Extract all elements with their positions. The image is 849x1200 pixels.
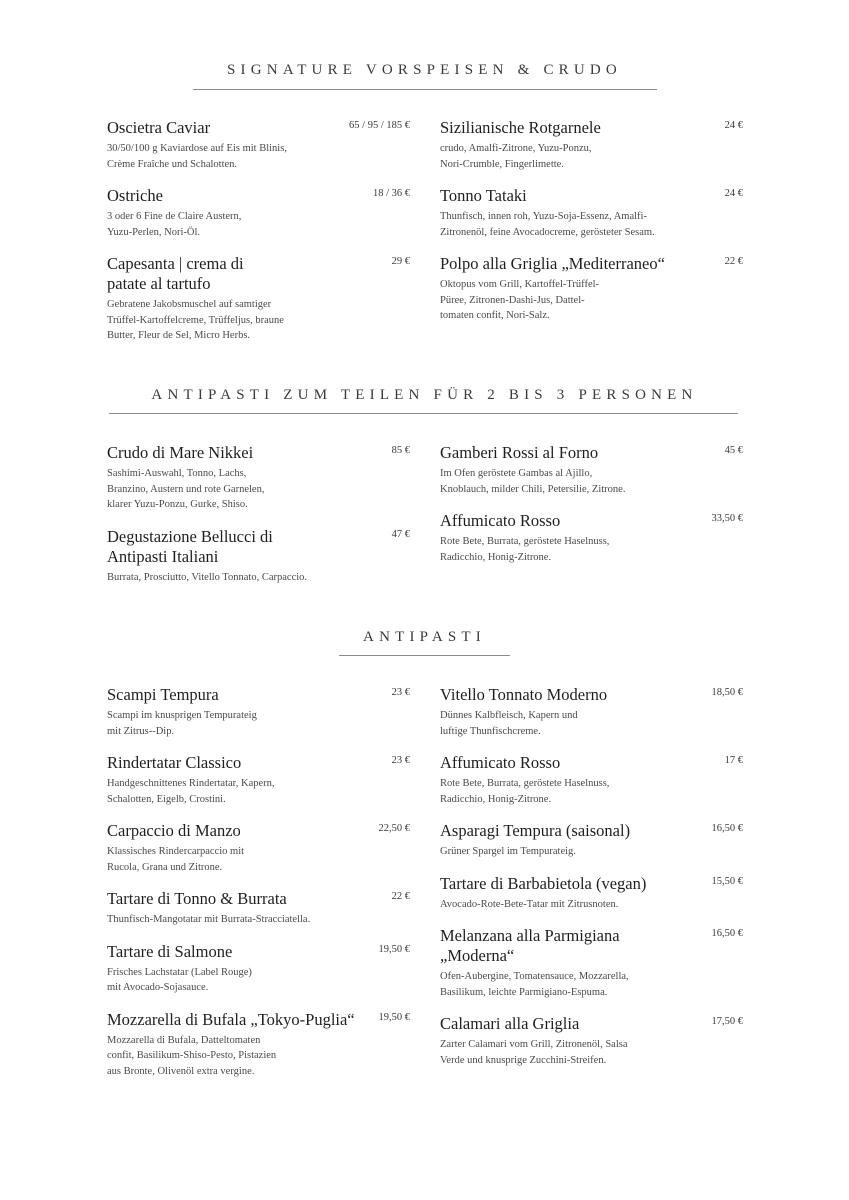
menu-item-name: Melanzana alla Parmigiana „Moderna“ xyxy=(440,926,620,965)
menu-item-name: Rindertatar Classico xyxy=(107,753,242,772)
menu-item xyxy=(107,527,410,586)
menu-item-price: 45 € xyxy=(724,445,743,456)
menu-item-name: Sizilianische Rotgarnele xyxy=(440,118,601,137)
menu-item-price: 17,50 € xyxy=(711,1016,743,1027)
sharing-right-column xyxy=(440,443,743,579)
menu-item-description: Klassisches Rindercarpaccio mit Rucola, Grana und Zitrone. xyxy=(107,846,245,873)
menu-item xyxy=(440,443,743,497)
menu-item xyxy=(107,821,410,875)
menu-item-price: 23 € xyxy=(391,687,410,698)
menu-item xyxy=(440,821,743,860)
menu-item-price: 17 € xyxy=(724,755,743,766)
menu-item-name: Tartare di Barbabietola (vegan) xyxy=(440,873,647,893)
menu-item-name: Affumicato Rosso xyxy=(440,753,561,772)
menu-item-price: 22 € xyxy=(391,891,410,902)
menu-item-price: 24 € xyxy=(724,188,743,199)
menu-item-price: 29 € xyxy=(391,256,410,267)
menu-item-description: Zarter Calamari vom Grill, Zitronenöl, Salsa Verde und knusprige Zucchini-Streifen. xyxy=(440,1039,628,1066)
menu-item-price: 85 € xyxy=(391,445,410,456)
menu-item xyxy=(107,254,410,344)
menu-item-price: 16,50 € xyxy=(711,823,743,834)
menu-item-price: 16,50 € xyxy=(711,928,743,939)
menu-item-price: 33,50 € xyxy=(711,513,743,524)
menu-item xyxy=(440,254,743,324)
menu-item-name: Capesanta | crema di patate al tartufo xyxy=(107,254,244,293)
menu-item xyxy=(440,118,743,172)
section-title-signature: SIGNATURE VORSPEISEN & CRUDO xyxy=(227,62,622,78)
menu-item-description: crudo, Amalfi-Zitrone, Yuzu-Ponzu, Nori-Crumble, Fingerlimette. xyxy=(440,143,592,170)
menu-item xyxy=(107,186,410,240)
menu-item-description: Grüner Spargel im Tempurateig. xyxy=(440,846,576,857)
menu-item-description: Thunfisch, innen roh, Yuzu-Soja-Essenz, Amalfi- Zitronenöl, feine Avocadocreme, gerösteter Sesam. xyxy=(440,211,655,238)
sharing-left-column xyxy=(107,443,410,599)
section-divider xyxy=(193,89,657,90)
antipasti-left-column xyxy=(107,685,410,1093)
menu-item-description: Burrata, Prosciutto, Vitello Tonnato, Carpaccio. xyxy=(107,571,308,583)
section-divider xyxy=(109,413,738,414)
menu-item xyxy=(440,685,743,739)
menu-item xyxy=(440,753,743,807)
menu-item xyxy=(440,186,743,240)
menu-item xyxy=(107,685,410,739)
menu-item-name: Scampi Tempura xyxy=(107,685,219,704)
menu-item xyxy=(440,926,743,1000)
menu-item xyxy=(440,511,743,565)
section-title-sharing: ANTIPASTI ZUM TEILEN FÜR 2 BIS 3 PERSONEN xyxy=(151,387,698,403)
menu-item-description: Thunfisch-Mangotatar mit Burrata-Stracciatella. xyxy=(107,914,311,925)
menu-item-price: 22,50 € xyxy=(378,823,410,834)
menu-item-name: Ostriche xyxy=(107,186,163,205)
menu-item xyxy=(107,118,410,172)
antipasti-right-column xyxy=(440,685,743,1082)
menu-item-name: Calamari alla Griglia xyxy=(440,1014,580,1033)
menu-item xyxy=(440,874,743,913)
menu-item-price: 22 € xyxy=(724,256,743,267)
menu-item-description: Gebratene Jakobsmuschel auf samtiger Trüffel-Kartoffelcreme, Trüffeljus, braune Butter, Fleur de Sel, Micro Herbs. xyxy=(107,299,284,341)
menu-item-description: 3 oder 6 Fine de Claire Austern, Yuzu-Perlen, Nori-Öl. xyxy=(107,211,242,238)
menu-item-description: Rote Bete, Burrata, geröstete Haselnuss, Radicchio, Honig-Zitrone. xyxy=(440,536,610,563)
menu-item-name: Oscietra Caviar xyxy=(107,118,211,137)
menu-item-price: 65 / 95 / 185 € xyxy=(349,120,410,131)
menu-item-name: Asparagi Tempura (saisonal) xyxy=(440,821,631,840)
menu-item xyxy=(107,443,410,513)
menu-item-price: 19,50 € xyxy=(378,943,410,955)
menu-item-name: Tartare di Salmone xyxy=(107,941,233,961)
menu-item-description: Scampi im knusprigen Tempurateig mit Zitrus--Dip. xyxy=(107,710,257,737)
menu-item xyxy=(440,1014,743,1068)
menu-item-name: Vitello Tonnato Moderno xyxy=(440,685,608,704)
menu-item xyxy=(107,753,410,807)
menu-item-name: Gamberi Rossi al Forno xyxy=(440,443,599,462)
menu-item-description: Ofen-Aubergine, Tomatensauce, Mozzarella, Basilikum, leichte Parmigiano-Espuma. xyxy=(440,971,629,998)
menu-item-price: 47 € xyxy=(391,528,410,540)
section-divider xyxy=(339,655,510,656)
menu-item-description: Oktopus vom Grill, Kartoffel-Trüffel- Püree, Zitronen-Dashi-Jus, Dattel- tomaten confit, Nori-Salz. xyxy=(440,279,600,321)
menu-item-description: Im Ofen geröstete Gambas al Ajillo, Knoblauch, milder Chili, Petersilie, Zitrone. xyxy=(440,468,626,495)
menu-item-price: 24 € xyxy=(724,120,743,131)
menu-item-name: Affumicato Rosso xyxy=(440,511,561,530)
menu-item-price: 18,50 € xyxy=(711,687,743,698)
menu-item-name: Degustazione Bellucci di Antipasti Italiani xyxy=(107,526,273,566)
menu-item-description: Handgeschnittenes Rindertatar, Kapern, Schalotten, Eigelb, Crostini. xyxy=(107,778,275,805)
menu-item-price: 23 € xyxy=(391,755,410,766)
menu-item-description: Frisches Lachstatar (Label Rouge) mit Avocado-Sojasauce. xyxy=(107,966,252,993)
menu-item-description: Avocado-Rote-Bete-Tatar mit Zitrusnoten. xyxy=(440,898,619,910)
section-title-antipasti: ANTIPASTI xyxy=(363,629,486,645)
menu-item-name: Crudo di Mare Nikkei xyxy=(107,443,254,462)
menu-item-description: Rote Bete, Burrata, geröstete Haselnuss, Radicchio, Honig-Zitrone. xyxy=(440,778,610,805)
menu-item-name: Mozzarella di Bufala „Tokyo-Puglia“ xyxy=(107,1009,355,1029)
menu-item-price: 18 / 36 € xyxy=(372,188,410,199)
signature-right-column xyxy=(440,118,743,338)
menu-item-description: Mozzarella di Bufala, Datteltomaten confit, Basilikum-Shiso-Pesto, Pistazien aus Bronte, Olivenöl extra vergine. xyxy=(107,1034,277,1077)
menu-item-price: 15,50 € xyxy=(711,875,743,887)
menu-item xyxy=(107,1010,410,1080)
menu-item-description: Sashimi-Auswahl, Tonno, Lachs, Branzino, Austern und rote Garnelen, klarer Yuzu-Ponzu, Gurke, Shiso. xyxy=(107,468,265,510)
menu-item-name: Tartare di Tonno & Burrata xyxy=(107,889,287,908)
menu-item-description: 30/50/100 g Kaviardose auf Eis mit Blinis, Crème Fraîche und Schalotten. xyxy=(107,143,287,170)
signature-left-column xyxy=(107,118,410,358)
menu-item-name: Carpaccio di Manzo xyxy=(107,821,241,840)
menu-item-price: 19,50 € xyxy=(378,1011,410,1023)
menu-item-name: Polpo alla Griglia „Mediterraneo“ xyxy=(440,254,665,273)
menu-item xyxy=(107,889,410,928)
menu-item-description: Dünnes Kalbfleisch, Kapern und luftige Thunfischcreme. xyxy=(440,710,578,737)
menu-item-name: Tonno Tataki xyxy=(440,186,527,205)
menu-item xyxy=(107,942,410,996)
